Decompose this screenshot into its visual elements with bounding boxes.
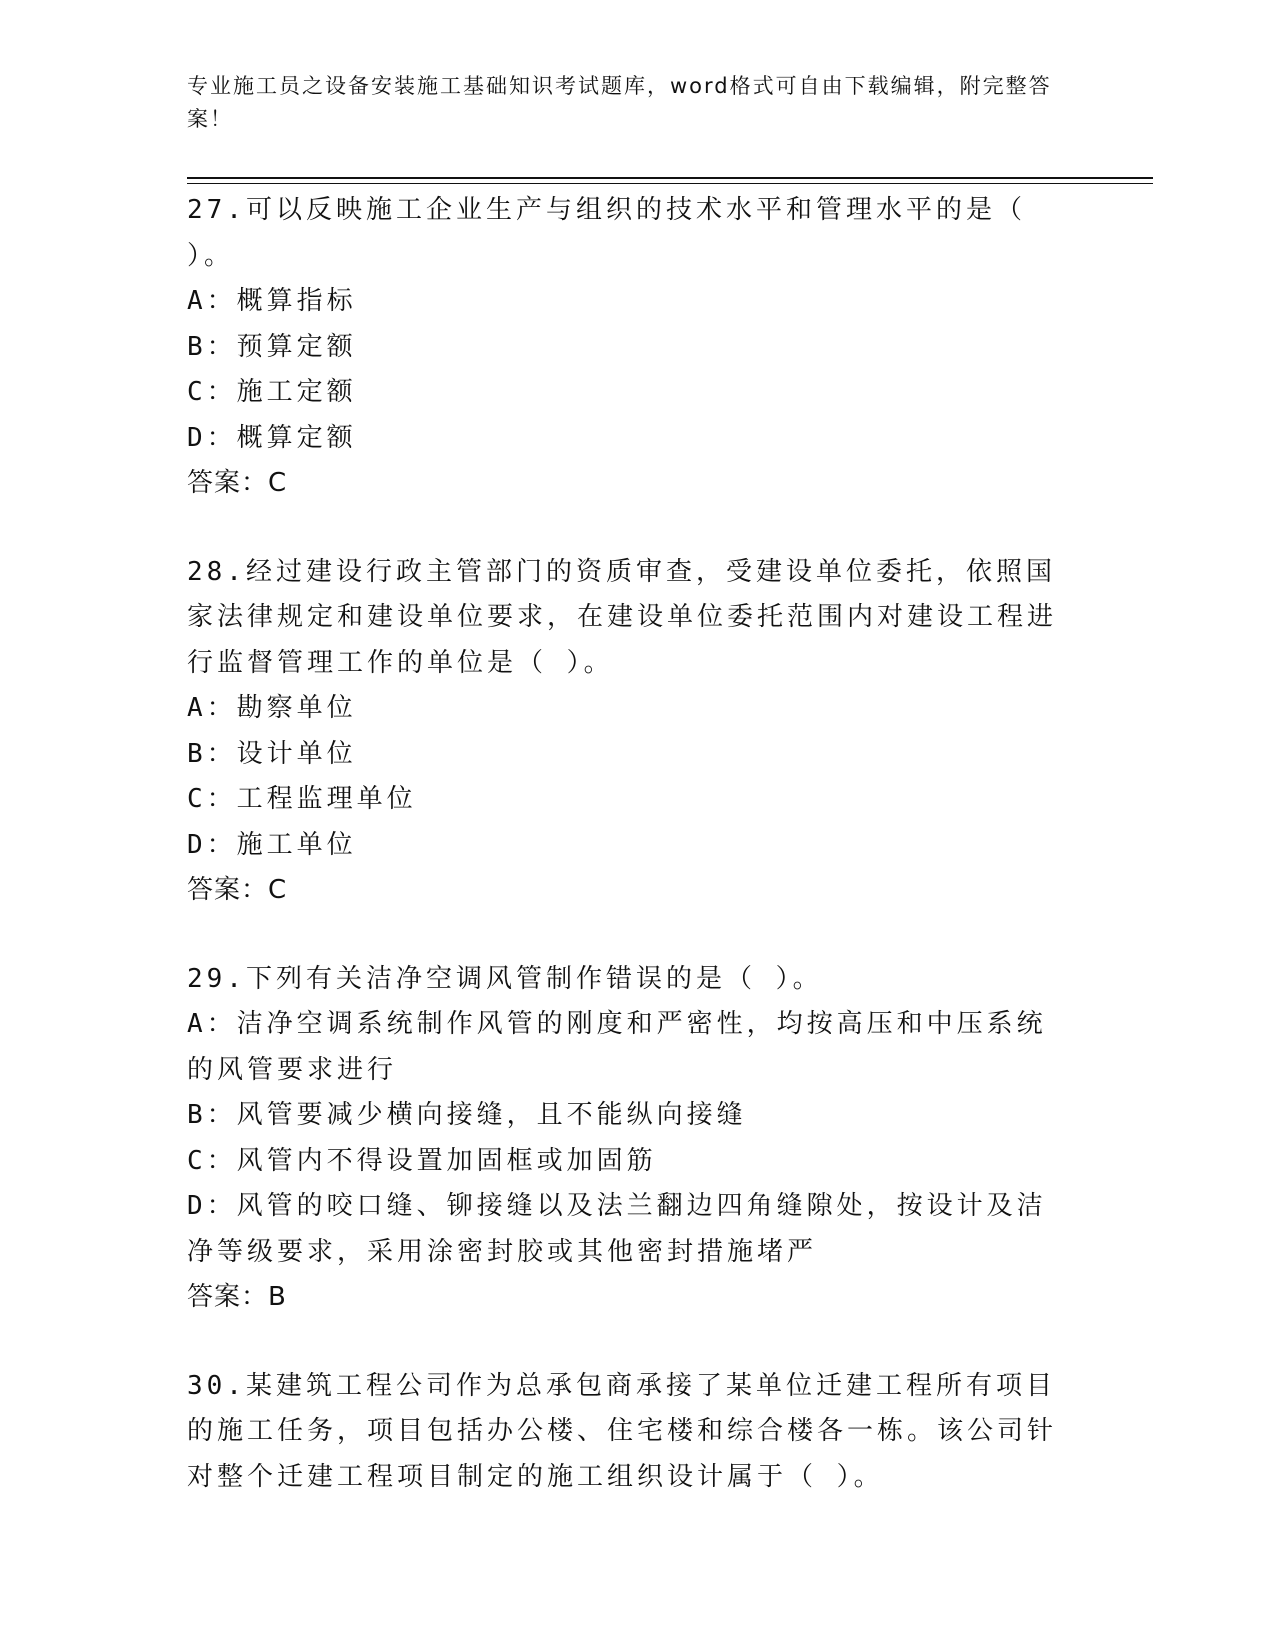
spacer [187, 1321, 1067, 1364]
question-number: 27. [187, 195, 246, 225]
option-c: C：风管内不得设置加固框或加固筋 [187, 1145, 657, 1176]
option-d: D：风管的咬口缝、铆接缝以及法兰翻边四角缝隙处，按设计及洁净等级要求，采用涂密封胶或其他密封措施堵严 [187, 1191, 1047, 1267]
header-rule-thick [187, 177, 1153, 179]
question-text [187, 1364, 1067, 1501]
question-text [187, 550, 1067, 687]
option-d: D：施工单位 [187, 829, 357, 860]
question-stem: 可以反映施工企业生产与组织的技术水平和管理水平的是（ ）。 [187, 195, 1026, 271]
question-28 [187, 550, 1067, 914]
question-29 [187, 957, 1067, 1321]
option-a: A：洁净空调系统制作风管的刚度和严密性，均按高压和中压系统的风管要求进行 [187, 1009, 1047, 1085]
header-rule-thin [187, 183, 1153, 184]
option-a: A：勘察单位 [187, 693, 357, 723]
spacer [187, 507, 1067, 550]
question-number: 28. [187, 556, 246, 587]
option-b: B：设计单位 [187, 738, 357, 769]
option-d: D：概算定额 [187, 422, 357, 453]
answer-line: 答案：C [187, 875, 288, 905]
option-c: C：施工定额 [187, 377, 357, 407]
spacer [187, 914, 1067, 957]
option-b: B：预算定额 [187, 331, 357, 362]
question-list [187, 188, 1067, 1500]
answer-line: 答案：B [187, 1282, 287, 1312]
question-number: 30. [187, 1370, 246, 1401]
option-a: A：概算指标 [187, 286, 357, 316]
document-header: 专业施工员之设备安装施工基础知识考试题库，word格式可自由下载编辑，附完整答案！ [187, 74, 1052, 131]
question-number: 29. [187, 963, 246, 994]
option-b: B：风管要减少横向接缝，且不能纵向接缝 [187, 1100, 747, 1130]
question-stem: 某建筑工程公司作为总承包商承接了某单位迁建工程所有项目的施工任务，项目包括办公楼、住宅楼和综合楼各一栋。该公司针对整个迁建工程项目制定的施工组织设计属于（ ）。 [187, 1370, 1058, 1492]
question-30 [187, 1364, 1067, 1501]
answer-line: 答案：C [187, 468, 288, 498]
option-c: C：工程监理单位 [187, 784, 417, 814]
question-stem: 下列有关洁净空调风管制作错误的是（ ）。 [245, 963, 823, 994]
question-stem: 经过建设行政主管部门的资质审查，受建设单位委托，依照国家法律规定和建设单位要求，在建设单位委托范围内对建设工程进行监督管理工作的单位是（ ）。 [187, 556, 1058, 678]
question-text [187, 188, 1067, 279]
question-27 [187, 188, 1067, 507]
question-text [187, 957, 1067, 1003]
